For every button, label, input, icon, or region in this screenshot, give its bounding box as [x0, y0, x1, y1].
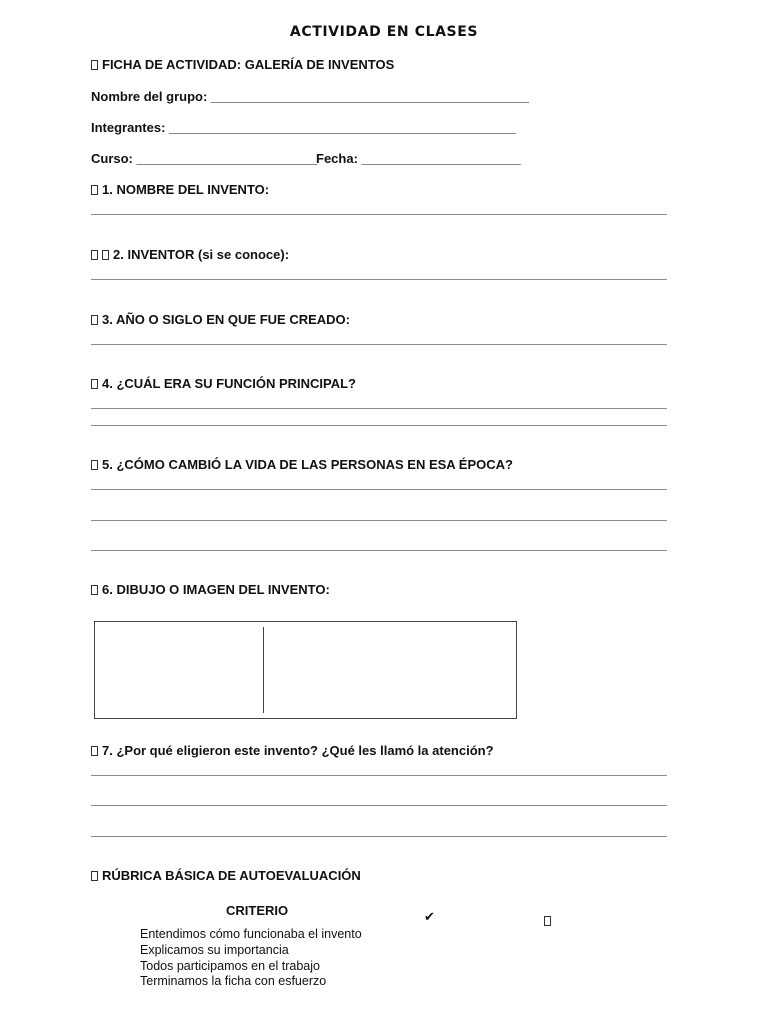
person-icon	[91, 250, 98, 260]
rubric-item-3: Todos participamos en el trabajo	[140, 959, 320, 973]
star-icon	[91, 871, 98, 881]
rubric-heading-text: RÚBRICA BÁSICA DE AUTOEVALUACIÓN	[102, 868, 361, 883]
answer-line-3[interactable]	[91, 344, 667, 345]
question-6	[91, 582, 330, 597]
question-7	[91, 743, 494, 758]
activity-header	[91, 57, 394, 72]
speech-bubble-icon	[91, 746, 98, 756]
answer-line-4b[interactable]	[91, 425, 667, 426]
question-4	[91, 376, 356, 391]
answer-line-2[interactable]	[91, 279, 667, 280]
question-5	[91, 457, 513, 472]
answer-line-1[interactable]	[91, 214, 667, 215]
question-2	[91, 247, 289, 262]
answer-line-5c[interactable]	[91, 550, 667, 551]
answer-line-5a[interactable]	[91, 489, 667, 490]
question-3	[91, 312, 350, 327]
question-6-text: 6. DIBUJO O IMAGEN DEL INVENTO:	[102, 582, 330, 597]
question-1	[91, 182, 269, 197]
question-2-text: 2. INVENTOR (si se conoce):	[113, 247, 290, 262]
question-3-text: 3. AÑO O SIGLO EN QUE FUE CREADO:	[102, 312, 350, 327]
answer-line-7a[interactable]	[91, 775, 667, 776]
course-field[interactable]: Curso: _________________________	[91, 151, 318, 166]
members-field[interactable]: Integrantes: ________________________________________________	[91, 120, 517, 135]
answer-line-7b[interactable]	[91, 805, 667, 806]
cross-icon	[544, 912, 551, 930]
globe-icon	[91, 460, 98, 470]
clipboard-icon	[91, 60, 98, 70]
rubric-item-4: Terminamos la ficha con esfuerzo	[140, 974, 327, 988]
activity-header-text: FICHA DE ACTIVIDAD: GALERÍA DE INVENTOS	[102, 57, 395, 72]
drawing-box[interactable]	[94, 621, 517, 719]
question-7-text: 7. ¿Por qué eligieron este invento? ¿Qué les llamó la atención?	[102, 743, 494, 758]
calendar-icon	[91, 315, 98, 325]
lightbulb-icon	[91, 185, 98, 195]
question-4-text: 4. ¿CUÁL ERA SU FUNCIÓN PRINCIPAL?	[102, 376, 356, 391]
date-field[interactable]: Fecha: ______________________	[316, 151, 521, 166]
question-5-text: 5. ¿CÓMO CAMBIÓ LA VIDA DE LAS PERSONAS EN ESA ÉPOCA?	[102, 457, 513, 472]
answer-line-5b[interactable]	[91, 520, 667, 521]
answer-line-4a[interactable]	[91, 408, 667, 409]
rubric-heading	[91, 868, 361, 883]
check-icon: ✔	[424, 909, 435, 924]
group-name-field[interactable]: Nombre del grupo: ____________________________________________	[91, 89, 530, 104]
drawing-box-divider	[263, 627, 264, 713]
rubric-item-2: Explicamos su importancia	[140, 943, 289, 957]
rubric-item-1: Entendimos cómo funcionaba el invento	[140, 927, 362, 941]
answer-line-7c[interactable]	[91, 836, 667, 837]
page-title: ACTIVIDAD EN CLASES	[289, 24, 479, 40]
rubric-criterio-header: CRITERIO	[226, 903, 289, 918]
tools-icon	[91, 379, 98, 389]
gear-icon	[102, 250, 109, 260]
palette-icon	[91, 585, 98, 595]
question-1-text: 1. NOMBRE DEL INVENTO:	[102, 182, 270, 197]
